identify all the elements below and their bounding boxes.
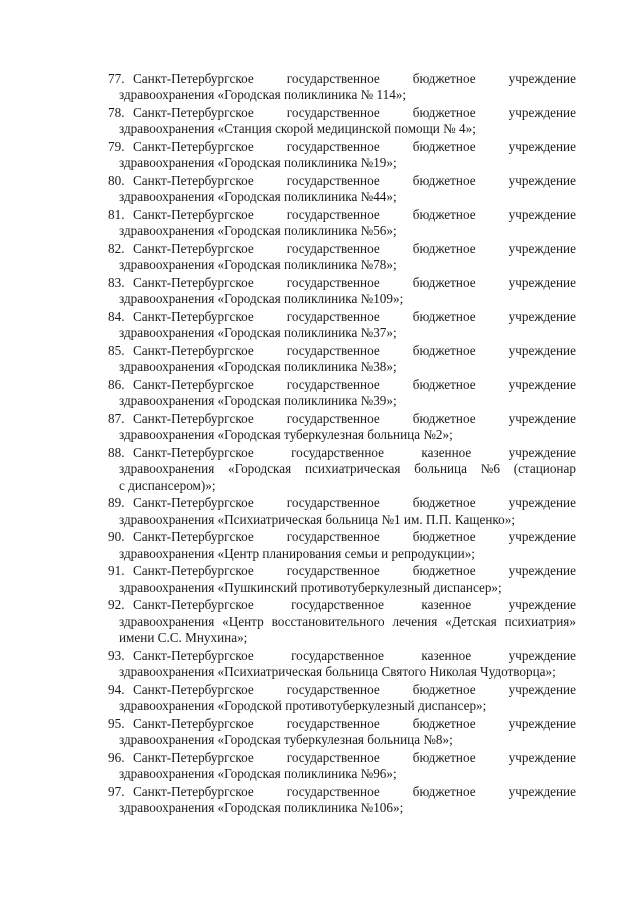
list-item <box>108 648 576 681</box>
item-continuation <box>108 121 576 137</box>
list-item <box>108 105 576 138</box>
item-word: учреждение <box>508 343 576 358</box>
item-text-line: здравоохранения «Центр планирования семьи и репродукции»; <box>119 545 475 561</box>
item-text-line: здравоохранения «Пушкинский противотуберкулезный диспансер»; <box>119 579 502 595</box>
item-continuation <box>108 732 576 748</box>
item-word: учреждение <box>508 411 576 426</box>
item-word: государственное <box>286 529 380 545</box>
item-word: учреждение <box>508 495 576 511</box>
item-word: казенное <box>421 647 472 663</box>
item-word: психиатрия» <box>504 613 576 629</box>
item-number-and-city <box>108 377 254 393</box>
item-first-line <box>108 71 576 87</box>
item-text-line: здравоохранения «Городская поликлиника №109»; <box>119 291 404 307</box>
item-number-and-city <box>108 716 254 732</box>
item-number: 81. <box>108 207 125 222</box>
item-number: 82. <box>108 241 125 256</box>
item-continuation <box>108 359 576 375</box>
item-text-line: здравоохранения «Городская поликлиника №19»; <box>119 155 397 171</box>
item-first-line <box>108 411 576 427</box>
item-number-and-city <box>108 445 254 461</box>
item-text-line: имени С.С. Мнухина»; <box>119 630 248 646</box>
item-first-line <box>108 105 576 121</box>
item-text-line: здравоохранения «Психиатрическая больница Святого Николая Чудотворца»; <box>119 664 556 680</box>
item-word: Санкт-Петербургское <box>133 173 254 188</box>
item-first-line <box>108 529 576 545</box>
item-number-and-city <box>108 648 254 664</box>
list-item <box>108 173 576 206</box>
item-word: учреждение <box>508 173 576 188</box>
item-number-and-city <box>108 411 254 427</box>
item-first-line <box>108 750 576 766</box>
item-word: здравоохранения <box>119 461 215 477</box>
item-text-line: с диспансером)»; <box>119 477 216 493</box>
item-word: казенное <box>421 597 472 613</box>
item-word: учреждение <box>508 105 576 120</box>
item-word: государственное <box>286 207 380 222</box>
item-word: бюджетное <box>412 71 476 86</box>
item-word: бюджетное <box>412 343 476 358</box>
item-word: Санкт-Петербургское <box>133 411 254 426</box>
item-word: учреждение <box>508 241 576 256</box>
item-number: 83. <box>108 275 125 290</box>
item-continuation <box>108 393 576 409</box>
item-word: государственное <box>286 275 380 290</box>
item-word: Санкт-Петербургское <box>133 105 254 120</box>
item-number-and-city <box>108 597 254 613</box>
list-item <box>108 411 576 444</box>
item-text-line: здравоохранения «Городская туберкулезная больница №2»; <box>119 427 453 443</box>
item-text-line: здравоохранения «Городская поликлиника № 114»; <box>119 87 407 103</box>
item-continuation <box>108 189 576 205</box>
item-continuation <box>108 155 576 171</box>
item-continuation <box>108 664 576 680</box>
item-word: государственное <box>291 445 385 460</box>
item-word: бюджетное <box>412 241 476 256</box>
item-word: Санкт-Петербургское <box>133 71 254 86</box>
list-item <box>108 563 576 596</box>
item-word: бюджетное <box>412 783 476 799</box>
item-continuation <box>108 580 576 596</box>
item-number-and-city <box>108 682 254 698</box>
item-number-and-city <box>108 343 254 359</box>
item-word: учреждение <box>508 207 576 222</box>
item-continuation <box>108 766 576 782</box>
item-word: Санкт-Петербургское <box>133 495 254 511</box>
item-word: «Городская <box>228 461 292 477</box>
item-word: бюджетное <box>412 173 476 188</box>
item-word: государственное <box>286 681 380 697</box>
item-word: Санкт-Петербургское <box>133 783 254 799</box>
item-first-line <box>108 309 576 325</box>
item-text-line: здравоохранения «Городская поликлиника №106»; <box>119 800 404 816</box>
item-number: 85. <box>108 343 125 358</box>
item-first-line <box>108 173 576 189</box>
item-word: учреждение <box>508 715 576 731</box>
item-number-and-city <box>108 241 254 257</box>
item-word: государственное <box>286 749 380 765</box>
item-number-and-city <box>108 275 254 291</box>
item-word: учреждение <box>508 377 576 392</box>
list-item <box>108 495 576 528</box>
institution-list <box>108 71 576 818</box>
item-text-line: здравоохранения «Станция скорой медицинской помощи № 4»; <box>119 121 476 137</box>
item-word: «Детская <box>445 613 497 629</box>
item-number-and-city <box>108 139 254 155</box>
item-word: государственное <box>286 71 380 86</box>
item-word: Санкт-Петербургское <box>133 749 254 765</box>
item-number: 78. <box>108 105 125 120</box>
item-word: казенное <box>421 445 472 460</box>
item-continuation <box>108 614 576 647</box>
item-text-line <box>119 614 576 630</box>
item-word: «Центр <box>222 613 264 629</box>
item-number-and-city <box>108 309 254 325</box>
list-item <box>108 445 576 494</box>
item-number: 88. <box>108 445 125 460</box>
item-word: учреждение <box>508 71 576 86</box>
item-text-line: здравоохранения «Городская поликлиника №38»; <box>119 359 397 375</box>
item-word: учреждение <box>508 275 576 290</box>
item-word: Санкт-Петербургское <box>133 647 254 663</box>
item-text-line: здравоохранения «Городская поликлиника №78»; <box>119 257 397 273</box>
item-first-line <box>108 207 576 223</box>
item-continuation <box>108 223 576 239</box>
item-word: больница <box>414 461 467 477</box>
item-text-line: здравоохранения «Городской противотуберкулезный диспансер»; <box>119 698 487 714</box>
item-word: государственное <box>286 343 380 358</box>
item-word: государственное <box>291 597 385 613</box>
item-word: государственное <box>286 411 380 426</box>
item-word: Санкт-Петербургское <box>133 139 254 154</box>
item-word: Санкт-Петербургское <box>133 597 254 613</box>
item-number: 89. <box>108 495 125 511</box>
item-word: бюджетное <box>412 309 476 324</box>
item-word: Санкт-Петербургское <box>133 343 254 358</box>
item-number-and-city <box>108 71 254 87</box>
item-word: бюджетное <box>412 207 476 222</box>
item-word: лечения <box>392 613 438 629</box>
item-first-line <box>108 648 576 664</box>
list-item <box>108 377 576 410</box>
list-item <box>108 597 576 646</box>
item-number: 96. <box>108 749 125 765</box>
item-text-line: здравоохранения «Городская поликлиника №44»; <box>119 189 397 205</box>
item-number-and-city <box>108 495 254 511</box>
item-word: учреждение <box>508 563 576 579</box>
item-word: №6 <box>480 461 500 477</box>
list-item <box>108 207 576 240</box>
item-word: бюджетное <box>412 529 476 545</box>
item-text-line: здравоохранения «Городская поликлиника №96»; <box>119 766 397 782</box>
item-word: государственное <box>286 495 380 511</box>
item-number: 80. <box>108 173 125 188</box>
item-continuation <box>108 546 576 562</box>
item-number: 95. <box>108 715 125 731</box>
item-word: учреждение <box>508 597 576 613</box>
item-word: учреждение <box>508 647 576 663</box>
item-word: государственное <box>286 783 380 799</box>
item-word: Санкт-Петербургское <box>133 715 254 731</box>
item-continuation <box>108 257 576 273</box>
item-word: бюджетное <box>412 411 476 426</box>
item-word: государственное <box>286 563 380 579</box>
item-word: бюджетное <box>412 377 476 392</box>
item-number-and-city <box>108 529 254 545</box>
item-text-line: здравоохранения «Городская поликлиника №56»; <box>119 223 397 239</box>
item-text-line: здравоохранения «Городская туберкулезная больница №8»; <box>119 732 453 748</box>
item-number: 93. <box>108 647 125 663</box>
item-word: (стационар <box>513 461 576 477</box>
item-word: учреждение <box>508 309 576 324</box>
item-first-line <box>108 139 576 155</box>
item-word: учреждение <box>508 783 576 799</box>
item-word: учреждение <box>508 681 576 697</box>
item-word: Санкт-Петербургское <box>133 377 254 392</box>
item-word: Санкт-Петербургское <box>133 207 254 222</box>
list-item <box>108 784 576 817</box>
item-number: 90. <box>108 529 125 545</box>
item-first-line <box>108 784 576 800</box>
item-continuation <box>108 87 576 103</box>
item-continuation <box>108 291 576 307</box>
item-number: 87. <box>108 411 125 426</box>
list-item <box>108 716 576 749</box>
item-text-line: здравоохранения «Городская поликлиника №37»; <box>119 325 397 341</box>
list-item <box>108 309 576 342</box>
item-number: 92. <box>108 597 125 613</box>
item-number-and-city <box>108 563 254 579</box>
list-item <box>108 682 576 715</box>
item-word: государственное <box>286 377 380 392</box>
item-first-line <box>108 377 576 393</box>
item-number: 97. <box>108 783 125 799</box>
list-item <box>108 343 576 376</box>
list-item <box>108 71 576 104</box>
item-first-line <box>108 682 576 698</box>
item-word: государственное <box>286 139 380 154</box>
item-continuation <box>108 800 576 816</box>
item-word: учреждение <box>508 445 576 460</box>
item-word: восстановительного <box>271 613 385 629</box>
item-word: учреждение <box>508 139 576 154</box>
item-number: 84. <box>108 309 125 324</box>
item-continuation <box>108 427 576 443</box>
item-word: бюджетное <box>412 139 476 154</box>
list-item <box>108 529 576 562</box>
item-continuation <box>108 698 576 714</box>
item-word: бюджетное <box>412 681 476 697</box>
item-number: 94. <box>108 681 125 697</box>
item-word: Санкт-Петербургское <box>133 563 254 579</box>
item-text-line <box>119 461 576 477</box>
item-word: учреждение <box>508 749 576 765</box>
item-continuation <box>108 325 576 341</box>
item-word: учреждение <box>508 529 576 545</box>
list-item <box>108 275 576 308</box>
item-word: государственное <box>286 241 380 256</box>
item-word: государственное <box>291 647 385 663</box>
item-first-line <box>108 716 576 732</box>
item-text-line: здравоохранения «Психиатрическая больница №1 им. П.П. Кащенко»; <box>119 511 515 527</box>
item-number-and-city <box>108 105 254 121</box>
item-word: психиатрическая <box>304 461 401 477</box>
list-item <box>108 139 576 172</box>
item-word: бюджетное <box>412 715 476 731</box>
item-number: 77. <box>108 71 125 86</box>
item-number-and-city <box>108 750 254 766</box>
item-word: бюджетное <box>412 749 476 765</box>
item-word: бюджетное <box>412 563 476 579</box>
item-word: государственное <box>286 105 380 120</box>
item-first-line <box>108 241 576 257</box>
item-word: государственное <box>286 715 380 731</box>
item-word: Санкт-Петербургское <box>133 241 254 256</box>
item-number-and-city <box>108 207 254 223</box>
item-first-line <box>108 445 576 461</box>
item-word: бюджетное <box>412 105 476 120</box>
item-number: 86. <box>108 377 125 392</box>
item-first-line <box>108 343 576 359</box>
item-word: Санкт-Петербургское <box>133 309 254 324</box>
list-item <box>108 750 576 783</box>
item-number-and-city <box>108 173 254 189</box>
item-word: бюджетное <box>412 495 476 511</box>
item-first-line <box>108 495 576 511</box>
item-first-line <box>108 597 576 613</box>
item-word: государственное <box>286 309 380 324</box>
item-text-line: здравоохранения «Городская поликлиника №39»; <box>119 393 397 409</box>
item-first-line <box>108 563 576 579</box>
item-word: Санкт-Петербургское <box>133 681 254 697</box>
item-continuation <box>108 512 576 528</box>
item-number: 79. <box>108 139 125 154</box>
item-word: Санкт-Петербургское <box>133 529 254 545</box>
item-word: Санкт-Петербургское <box>133 275 254 290</box>
item-first-line <box>108 275 576 291</box>
item-word: государственное <box>286 173 380 188</box>
item-continuation <box>108 461 576 494</box>
item-word: Санкт-Петербургское <box>133 445 254 460</box>
list-item <box>108 241 576 274</box>
item-number-and-city <box>108 784 254 800</box>
item-word: здравоохранения <box>119 613 215 629</box>
item-number: 91. <box>108 563 125 579</box>
item-word: бюджетное <box>412 275 476 290</box>
